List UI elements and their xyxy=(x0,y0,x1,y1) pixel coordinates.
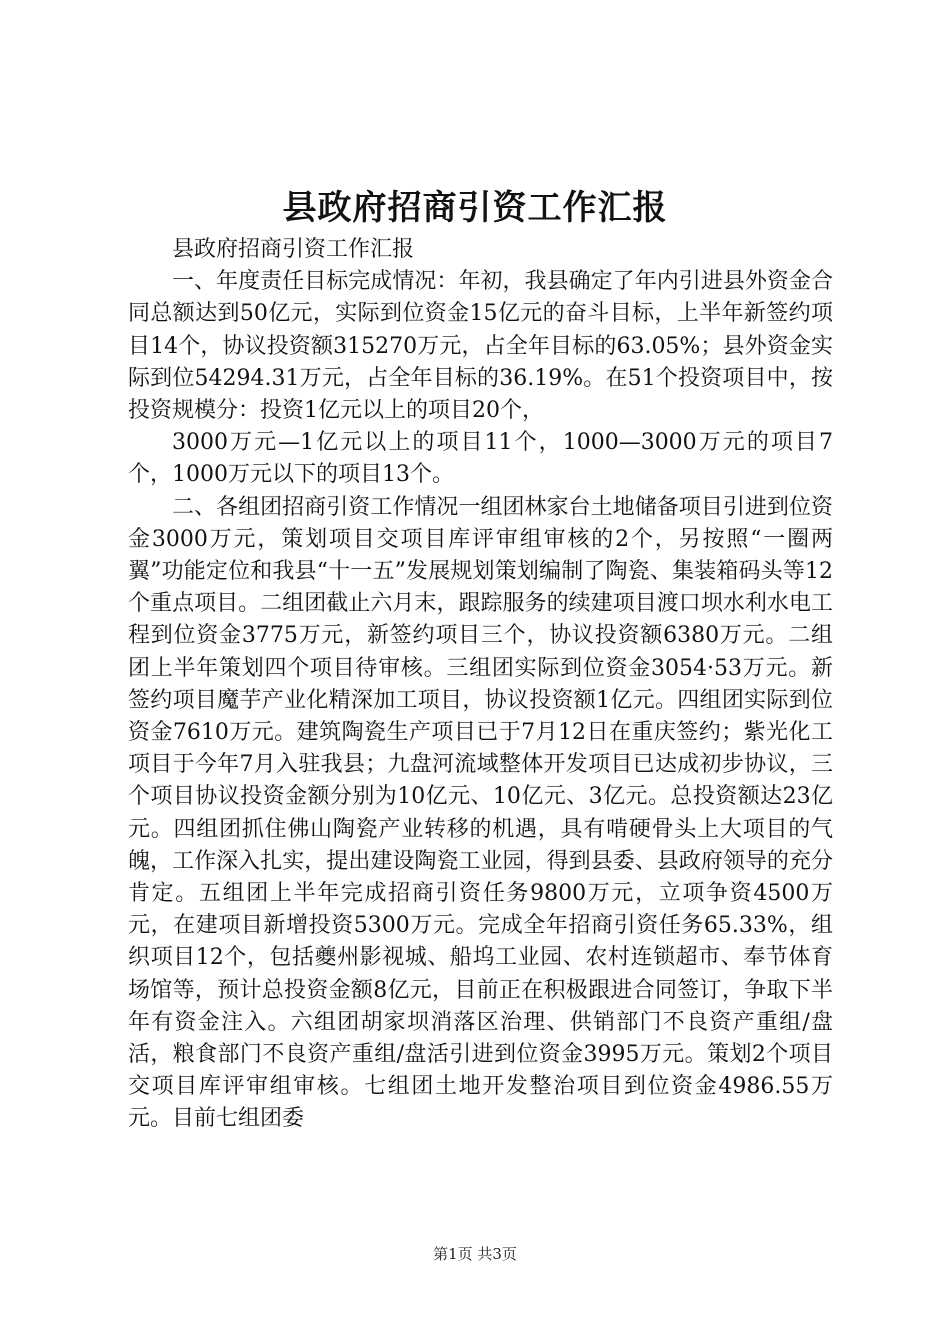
document-body xyxy=(128,234,833,1136)
paragraph-subtitle: 县政府招商引资工作汇报 xyxy=(172,237,415,262)
paragraph-group-work: 二、各组团招商引资工作情况一组团林家台土地储备项目引进到位资金3000万元，策划项目交项目库评审组审核的2个，另按照“一圈两翼”功能定位和我县“十一五”发展规划策划编制了陶瓷、集装箱码头等12个重点项目。二组团截止六月末，跟踪服务的续建项目渡口坝水利水电工程到位资金3775万元，新签约项目三个，协议投资额6380万元。二组团上半年策划四个项目待审核。三组团实际到位资金3054·53万元。新签约项目魔芋产业化精深加工项目，协议投资额1亿元。四组团实际到位资金7610万元。建筑陶瓷生产项目已于7月12日在重庆签约；紫光化工项目于今年7月入驻我县；九盘河流域整体开发项目已达成初步协议，三个项目协议投资金额分别为10亿元、10亿元、3亿元。总投资额达23亿元。四组团抓住佛山陶瓷产业转移的机遇，具有啃硬骨头上大项目的气魄，工作深入扎实，提出建设陶瓷工业园，得到县委、县政府领导的充分肯定。五组团上半年完成招商引资任务9800万元，立项争资4500万元，在建项目新增投资5300万元。完成全年招商引资任务65.33%，组织项目12个，包括夔州影视城、船坞工业园、农村连锁超市、奉节体育场馆等，预计总投资金额8亿元，目前正在积极跟进合同签订，争取下半年有资金注入。六组团胡家坝消落区治理、供销部门不良资产重组/盘活，粮食部门不良资产重组/盘活引进到位资金3995万元。策划2个项目交项目库评审组审核。七组团土地开发整治项目到位资金4986.55万元。目前七组团委 xyxy=(128,494,833,1132)
paragraph-target-completion: 一、年度责任目标完成情况：年初，我县确定了年内引进县外资金合同总额达到50亿元，实际到位资金15亿元的奋斗目标，上半年新签约项目14个，协议投资额315270万元，占全年目标的63.05%；县外资金实际到位54294.31万元，占全年目标的36.19%。在51个投资项目中，按投资规模分：投资1亿元以上的项目20个， xyxy=(128,269,833,424)
page-footer: 第1页 共3页 xyxy=(433,1245,517,1263)
paragraph-project-scale: 3000万元—1亿元以上的项目11个，1000—3000万元的项目7个，1000万元以下的项目13个。 xyxy=(128,430,833,488)
document-title: 县政府招商引资工作汇报 xyxy=(282,188,668,228)
